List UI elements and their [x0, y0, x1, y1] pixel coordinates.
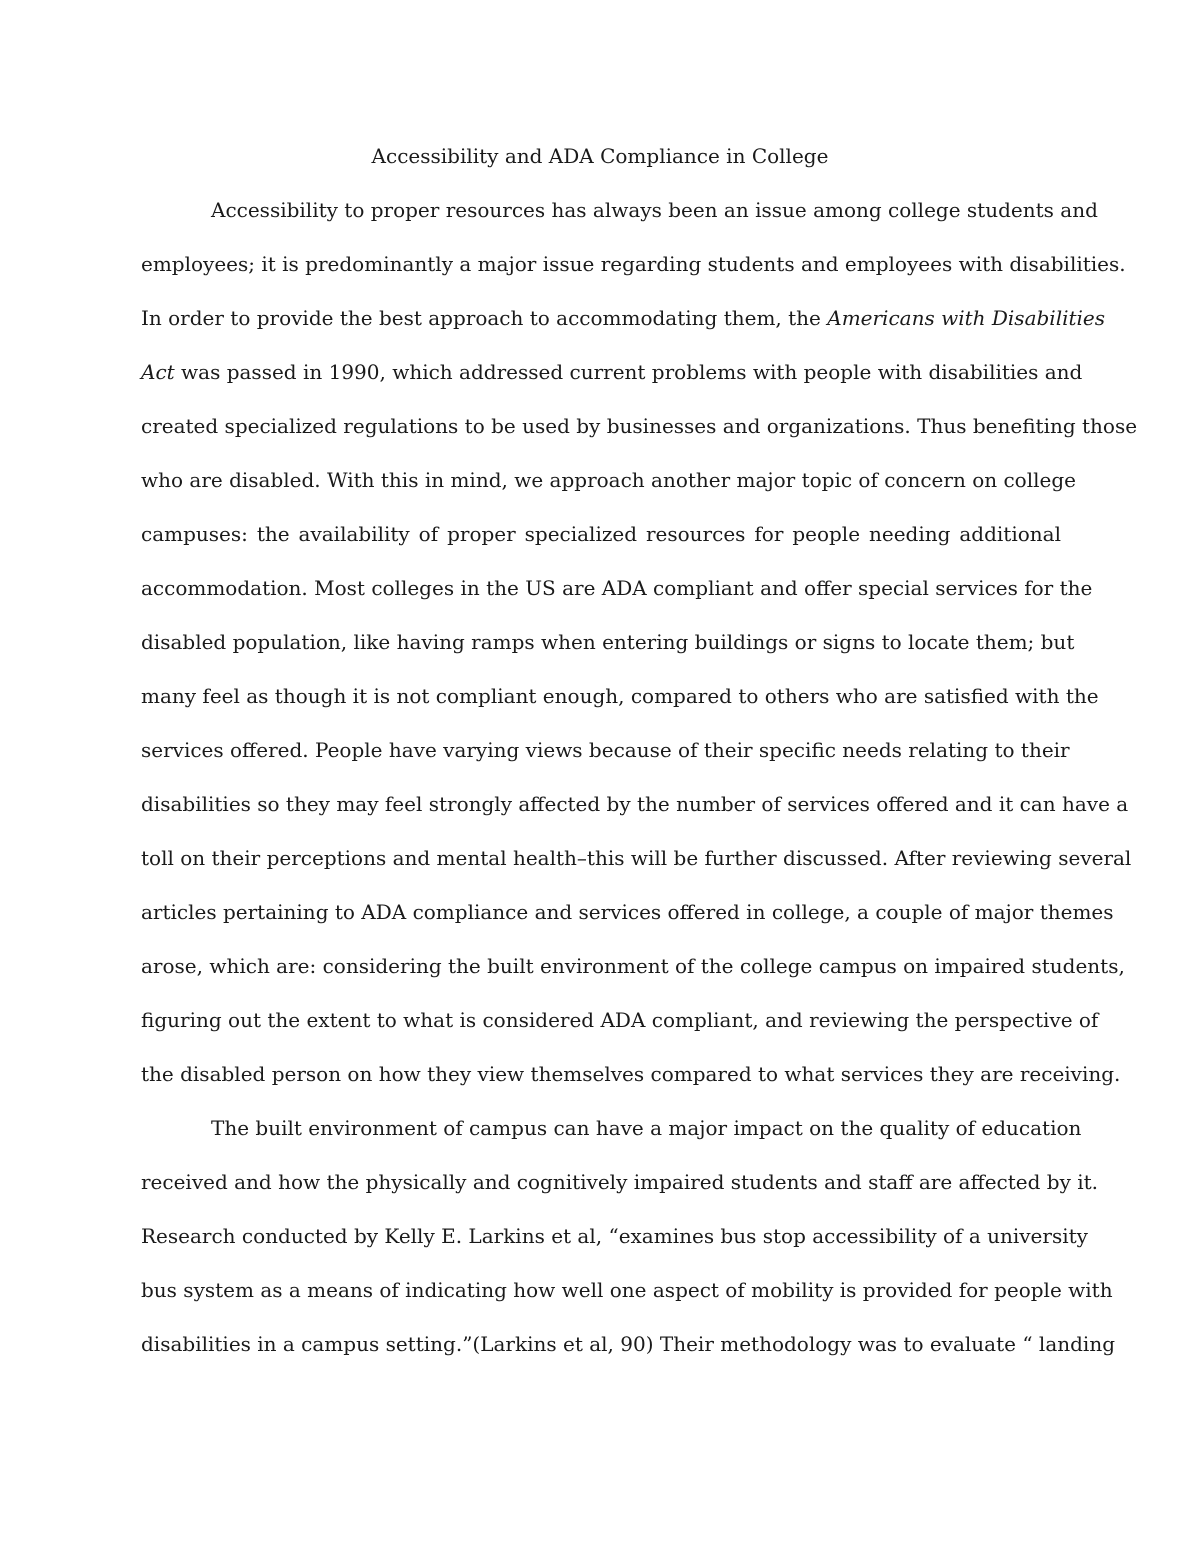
line-text: many feel as though it is not compliant enough, compared to others who are satisfied with the [141, 684, 1099, 708]
italic-text: Americans with Disabilities [827, 306, 1106, 330]
line-text: In order to provide the best approach to accommodating them, the [141, 306, 828, 330]
body-line [141, 1058, 1121, 1090]
body-line [141, 1004, 1099, 1036]
body-line [141, 788, 1129, 820]
body-line [141, 842, 1132, 874]
document-title: Accessibility and ADA Compliance in College [371, 144, 829, 168]
line-text: employees; it is predominantly a major issue regarding students and employees with disabilities. [141, 252, 1126, 276]
body-line [141, 518, 1061, 550]
body-line [141, 464, 1076, 496]
line-text: disabled population, like having ramps when entering buildings or signs to locate them; but [141, 630, 1075, 654]
line-text: The built environment of campus can have a major impact on the quality of education [211, 1116, 1082, 1140]
line-text: received and how the physically and cognitively impaired students and staff are affected by it. [141, 1170, 1099, 1194]
line-text: created specialized regulations to be used by businesses and organizations. Thus benefiting those [141, 414, 1138, 438]
line-text: toll on their perceptions and mental health–this will be further discussed. After reviewing several [141, 846, 1132, 870]
line-text: the disabled person on how they view themselves compared to what services they are receiving. [141, 1062, 1121, 1086]
body-line [211, 194, 1098, 226]
line-text: articles pertaining to ADA compliance and services offered in college, a couple of major themes [141, 900, 1114, 924]
body-line [141, 950, 1125, 982]
line-text: bus system as a means of indicating how well one aspect of mobility is provided for people with [141, 1278, 1113, 1302]
body-line [141, 1328, 1116, 1360]
body-line [141, 896, 1114, 928]
body-line [141, 734, 1070, 766]
body-line [141, 1166, 1099, 1198]
body-line [211, 1112, 1082, 1144]
line-text: disabilities so they may feel strongly affected by the number of services offered and it can have a [141, 792, 1129, 816]
line-text: accommodation. Most colleges in the US are ADA compliant and offer special services for the [141, 576, 1093, 600]
body-line [141, 680, 1099, 712]
body-line [141, 410, 1138, 442]
body-line [141, 248, 1126, 280]
body-line [141, 1274, 1113, 1306]
line-text: services offered. People have varying views because of their specific needs relating to their [141, 738, 1070, 762]
line-text: Research conducted by Kelly E. Larkins et al, “examines bus stop accessibility of a university [141, 1224, 1088, 1248]
body-line [141, 1220, 1088, 1252]
italic-text: Act [141, 360, 175, 384]
body-line [141, 572, 1093, 604]
line-text: campuses: the availability of proper specialized resources for people needing additional [141, 522, 1061, 546]
body-line [141, 356, 1083, 388]
body-line [141, 302, 1106, 334]
line-text: disabilities in a campus setting.”(Larkins et al, 90) Their methodology was to evaluate “ landing [141, 1332, 1116, 1356]
line-text: Accessibility to proper resources has always been an issue among college students and [211, 198, 1098, 222]
body-line [141, 626, 1075, 658]
line-text: arose, which are: considering the built environment of the college campus on impaired students, [141, 954, 1125, 978]
line-text: was passed in 1990, which addressed current problems with people with disabilities and [174, 360, 1083, 384]
line-text: figuring out the extent to what is considered ADA compliant, and reviewing the perspective of [141, 1008, 1099, 1032]
line-text: who are disabled. With this in mind, we approach another major topic of concern on college [141, 468, 1076, 492]
